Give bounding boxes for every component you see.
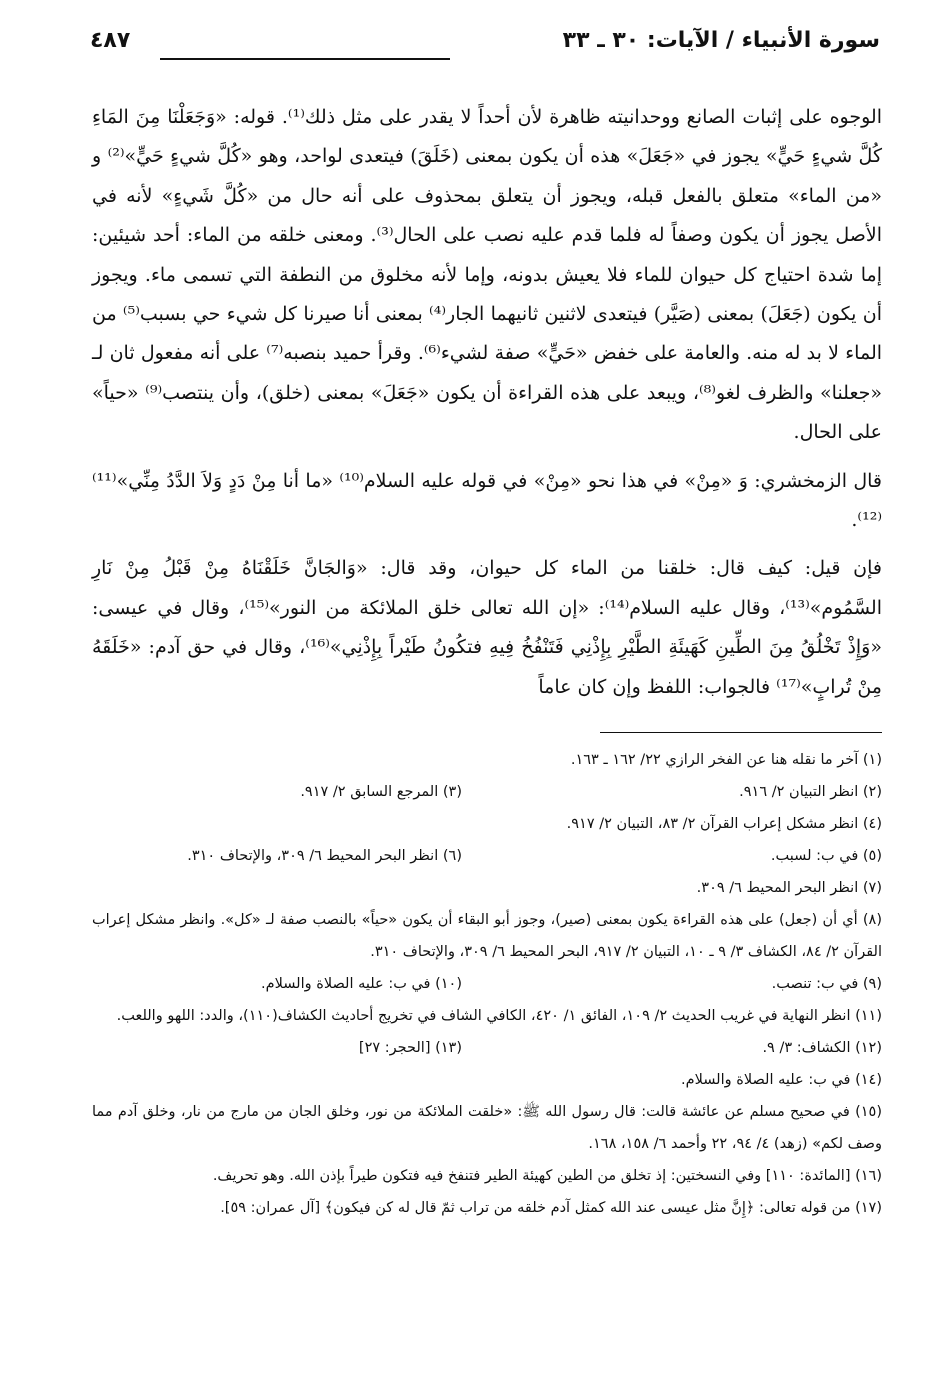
page-number: ٤٨٧ [90,28,131,53]
footnote-9: (٩) في ب: تنصب. [771,976,882,992]
footnote-divider [600,732,882,733]
footnote-16: (١٦) [المائدة: ١١٠] وفي النسختين: إذ تخلق من الطين كهيئة الطير فتنفخ فيه فتكون طيراً بإذن الله. وهو تحريف. [212,1168,882,1184]
footnote-10: (١٠) في ب: عليه الصلاة والسلام. [261,976,462,992]
footnote-14: (١٤) في ب: عليه الصلاة والسلام. [681,1072,882,1088]
paragraph-3: فإن قيل: كيف قال: خلقنا من الماء كل حيوان، وقد قال: «وَالجَانَّ خَلَقْنَاهُ مِنْ قَبْلُ مِنْ نَارِ السَّمُوم»⁽¹³⁾، وقال عليه السلام⁽¹⁴⁾: «إن الله تعالى خلق الملائكة من النور»⁽¹⁵⁾، وقال في عيسى: «وَإِذْ تَخْلُقُ مِنَ الطِّينِ كَهَيئَةِ الطَّيْرِ بِإِذْنِي فَتَنْفُخُ فِيهِ فتكُونُ طَيْراً بِإِذْنِي»⁽¹⁶⁾، وقال في حق آدم: «خَلَقَهُ مِنْ تُرابٍ»⁽¹⁷⁾ فالجواب: اللفظ وإن كان عاماً [92,557,882,698]
footnote-1: (١) آخر ما نقله هنا عن الفخر الرازي ٢٢/ ١٦٢ ـ ١٦٣. [570,752,882,768]
header-rule [160,58,450,60]
running-title: سورة الأنبياء / الآيات: ٣٠ ـ ٣٣ [562,28,880,53]
footnote-7: (٧) انظر البحر المحيط ٦/ ٣٠٩. [696,880,882,896]
footnote-5: (٥) في ب: لسبب. [770,848,882,864]
footnote-6: (٦) انظر البحر المحيط ٦/ ٣٠٩، والإتحاف ٣١٠. [187,848,462,864]
footnote-row-9-10 [92,968,882,1000]
footnote-12: (١٢) الكشاف: ٣/ ٩. [762,1040,882,1056]
paragraph-2: قال الزمخشري: وَ «مِنْ» في هذا نحو «مِنْ» في قوله عليه السلام⁽¹⁰⁾ «ما أنا مِنْ دَدٍ وَلاَ الدَّدُ مِنِّي»⁽¹¹⁾⁽¹²⁾. [92,469,882,532]
footnote-13: (١٣) [الحجر: ٢٧] [358,1040,462,1056]
footnote-row-12-13 [92,1032,882,1064]
footnote-3: (٣) المرجع السابق ٢/ ٩١٧. [300,784,462,800]
footnote-11: (١١) انظر النهاية في غريب الحديث ٢/ ١٠٩، الفائق ١/ ٤٢٠، الكافي الشاف في تخريج أحاديث الكشاف(١١٠)، والدد: اللهو واللعب. [116,1008,882,1024]
footnote-row-5-6 [92,840,882,872]
footnote-15: (١٥) في صحيح مسلم عن عائشة قالت: قال رسول الله ﷺ: «خلقت الملائكة من نور، وخلق الجان من مارج من نار، وخلق آدم مما وصف لكم» (زهد) ٤/ ٩٤، ٢٢ وأحمد ٦/ ١٥٨، ١٦٨. [92,1104,882,1152]
paragraph-1: الوجوه على إثبات الصانع ووحدانيته ظاهرة لأن أحداً لا يقدر على مثل ذلك⁽¹⁾. قوله: «وَجَعَلْنَا مِنَ المَاءِ كُلَّ شيءٍ حَيٍّ» يجوز في «جَعَلَ» هذه أن يكون بمعنى (خَلَقَ) فيتعدى لواحد، وهو «كُلَّ شيءٍ حَيٍّ»⁽²⁾ و «من الماء» متعلق بالفعل قبله، ويجوز أن يتعلق بمحذوف على أنه حال من «كُلَّ شَيءٍ» لأنه في الأصل يجوز أن يكون وصفاً له فلما قدم عليه نصب على الحال⁽³⁾. ومعنى خلقه من الماء: أحد شيئين: إما شدة احتياج كل حيوان للماء فلا يعيش بدونه، وإما لأنه مخلوق من النطفة التي تسمى ماء. ويجوز أن يكون (جَعَلَ) بمعنى (صَيَّر) فيتعدى لاثنين ثانيهما الجار⁽⁴⁾ بمعنى أنا صيرنا كل شيء حي بسبب⁽⁵⁾ من الماء لا بد له منه. والعامة على خفض «حَيٍّ» صفة لشيء⁽⁶⁾. وقرأ حميد بنصبه⁽⁷⁾ على أنه مفعول ثان لـ «جعلنا» والظرف لغو⁽⁸⁾، ويبعد على هذه القراءة أن يكون «جَعَلَ» بمعنى (خلق)، وأن ينتصب⁽⁹⁾ «حياً» على الحال. [92,106,883,444]
footnote-4: (٤) انظر مشكل إعراب القرآن ٢/ ٨٣، التبيان ٢/ ٩١٧. [566,816,882,832]
footnote-row-2-3 [92,776,882,808]
footnote-17: (١٧) من قوله تعالى: ﴿إِنَّ مثل عيسى عند الله كمثل آدم خلقه من تراب ثمّ قال له كن فيكون﴾ [آل عمران: ٥٩]. [220,1200,882,1216]
page-header [90,22,880,70]
main-text [92,98,882,716]
footnote-2: (٢) انظر التبيان ٢/ ٩١٦. [739,784,882,800]
footnotes [92,744,882,1224]
footnote-8: (٨) أي أن (جعل) على هذه القراءة يكون بمعنى (صير)، وجوز أبو البقاء أن يكون «حياً» بالنصب صفة لـ «كل». وانظر مشكل إعراب القرآن ٢/ ٨٤، الكشاف ٣/ ٩ ـ ١٠، التبيان ٢/ ٩١٧، البحر المحيط ٦/ ٣٠٩، والإتحاف ٣١٠. [92,912,882,960]
